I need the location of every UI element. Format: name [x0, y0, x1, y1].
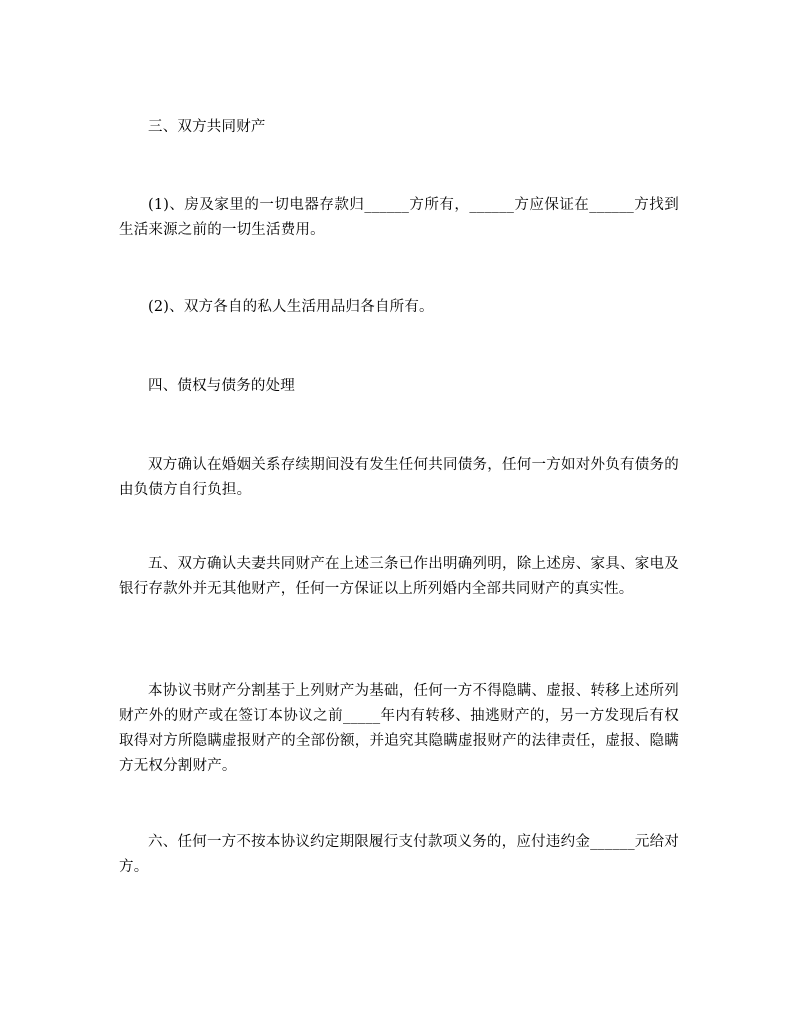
- clause-no-joint-debts: 双方确认在婚姻关系存续期间没有发生任何共同债务，任何一方如对外负有债务的由负债方自行负担。: [119, 457, 679, 498]
- section-breach-penalty: 六、任何一方不按本协议约定期限履行支付款项义务的，应付违约金______元给对方。: [119, 834, 679, 875]
- clause-personal-items: (2)、双方各自的私人生活用品归各自所有。: [148, 299, 434, 315]
- clause-concealment-penalty: 本协议书财产分割基于上列财产为基础，任何一方不得隐瞒、虚报、转移上述所列财产外的财产或在签订本协议之前_____年内有转移、抽逃财产的，另一方发现后有权取得对方所隐瞒虚报财产的全部份额，并追究其隐瞒虚报财产的法律责任，虚报、隐瞒方无权分割财产。: [119, 683, 679, 774]
- section-property-confirmation: 五、双方确认夫妻共同财产在上述三条已作出明确列明，除上述房、家具、家电及银行存款外并无其他财产，任何一方保证以上所列婚内全部共同财产的真实性。: [119, 556, 679, 597]
- clause-house-and-appliances: (1)、房及家里的一切电器存款归______方所有，______方应保证在______方找到生活来源之前的一切生活费用。: [119, 197, 679, 238]
- section-heading-joint-property: 三、双方共同财产: [148, 119, 266, 135]
- section-heading-debts: 四、债权与债务的处理: [148, 378, 295, 394]
